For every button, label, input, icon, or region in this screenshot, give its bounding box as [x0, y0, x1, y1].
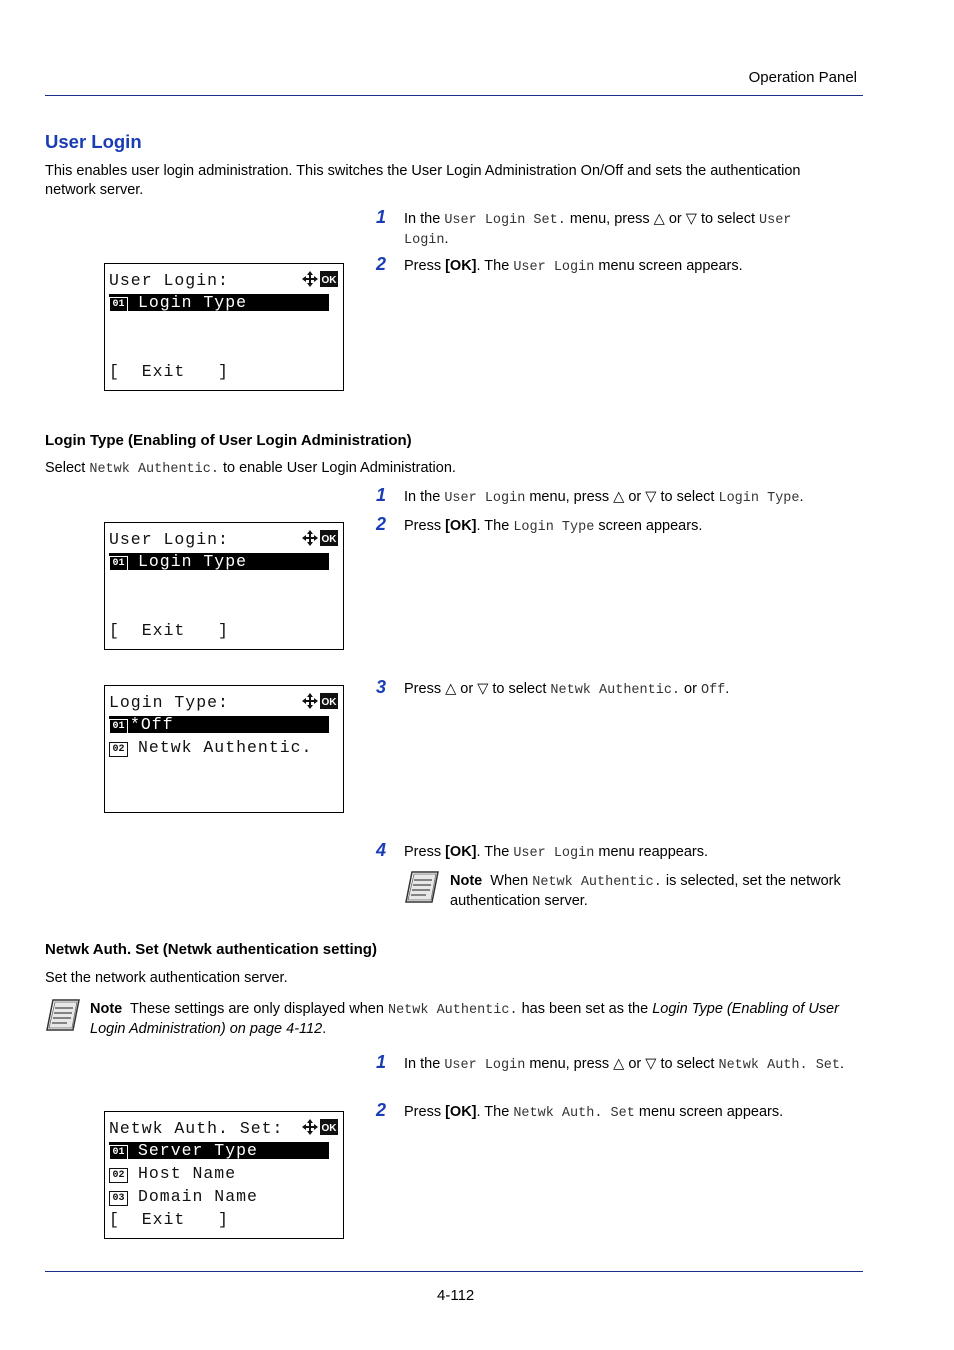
- step-number: 2: [376, 254, 387, 274]
- lcd-screen: [104, 1111, 344, 1239]
- lcd-title: User Login:: [109, 271, 229, 290]
- step-text: In the User Login menu, press △ or ▽ to select Netwk Auth. Set.: [404, 1056, 845, 1073]
- subsection-heading: Netwk Auth. Set (Netwk authentication setting): [45, 941, 377, 958]
- step-number: 2: [376, 514, 387, 534]
- running-header: Operation Panel: [748, 69, 857, 86]
- step-text: Press [OK]. The Login Type screen appears.: [404, 518, 703, 535]
- step-text: Press △ or ▽ to select Netwk Authentic. or Off.: [404, 681, 730, 698]
- lcd-list-item: 02 Host Name: [109, 1164, 236, 1183]
- lcd-title: Netwk Auth. Set:: [109, 1119, 284, 1138]
- step-text: In the User Login menu, press △ or ▽ to select Login Type.: [404, 489, 804, 506]
- step-number: 4: [376, 840, 387, 860]
- svg-text:OK: OK: [321, 275, 337, 286]
- cross-reference-link[interactable]: Login Type (Enabling of User Login Administration) on page 4-112: [90, 1001, 839, 1037]
- step-text: Press [OK]. The Netwk Auth. Set menu screen appears.: [404, 1104, 784, 1121]
- page-number: 4-112: [437, 1287, 475, 1304]
- lcd-screen: [104, 685, 344, 813]
- section-title: User Login: [45, 131, 142, 152]
- step-text: Press [OK]. The User Login menu reappears.: [404, 844, 708, 861]
- svg-text:OK: OK: [321, 534, 337, 545]
- section-intro: This enables user login administration. This switches the User Login Administration On/Off and sets the authentication network server.: [45, 163, 801, 198]
- note-icon: [45, 998, 81, 1032]
- lcd-screen: [104, 522, 344, 650]
- footer-rule: [45, 1271, 863, 1272]
- nav-ok-icon: [301, 1118, 339, 1136]
- lcd-title: Login Type:: [109, 693, 229, 712]
- subsection-intro: Select Netwk Authentic. to enable User Login Administration.: [45, 460, 456, 477]
- exit-softkey: [ Exit ]: [109, 621, 229, 640]
- note-text: Note These settings are only displayed when Netwk Authentic. has been set as the Login Type (Enabling of User Login Administration) on page 4-112.: [90, 1001, 839, 1037]
- step-text: In the User Login Set. menu, press △ or ▽ to select User Login.: [404, 211, 792, 248]
- step-number: 2: [376, 1100, 387, 1120]
- svg-text:OK: OK: [321, 1123, 337, 1134]
- nav-ok-icon: [301, 529, 339, 547]
- lcd-selected-item: 01 *Off: [109, 716, 329, 733]
- subsection-heading: Login Type (Enabling of User Login Administration): [45, 432, 412, 449]
- lcd-list-item: 03 Domain Name: [109, 1187, 258, 1206]
- header-rule: [45, 95, 863, 96]
- exit-softkey: [ Exit ]: [109, 362, 229, 381]
- svg-text:OK: OK: [321, 697, 337, 708]
- step-number: 1: [376, 1052, 387, 1072]
- exit-softkey: [ Exit ]: [109, 1210, 229, 1229]
- lcd-screen: [104, 263, 344, 391]
- lcd-selected-item: 01 Login Type: [109, 294, 329, 311]
- step-number: 1: [376, 485, 387, 505]
- lcd-list-item: 02 Netwk Authentic.: [109, 738, 312, 757]
- lcd-selected-item: 01 Login Type: [109, 553, 329, 570]
- step-number: 3: [376, 677, 387, 697]
- nav-ok-icon: [301, 270, 339, 288]
- lcd-selected-item: 01 Server Type: [109, 1142, 329, 1159]
- nav-ok-icon: [301, 692, 339, 710]
- subsection-intro: Set the network authentication server.: [45, 970, 288, 986]
- lcd-title: User Login:: [109, 530, 229, 549]
- step-text: Press [OK]. The User Login menu screen appears.: [404, 258, 743, 275]
- step-number: 1: [376, 207, 387, 227]
- note-text: Note When Netwk Authentic. is selected, set the network authentication server.: [450, 873, 841, 909]
- note-icon: [404, 870, 440, 904]
